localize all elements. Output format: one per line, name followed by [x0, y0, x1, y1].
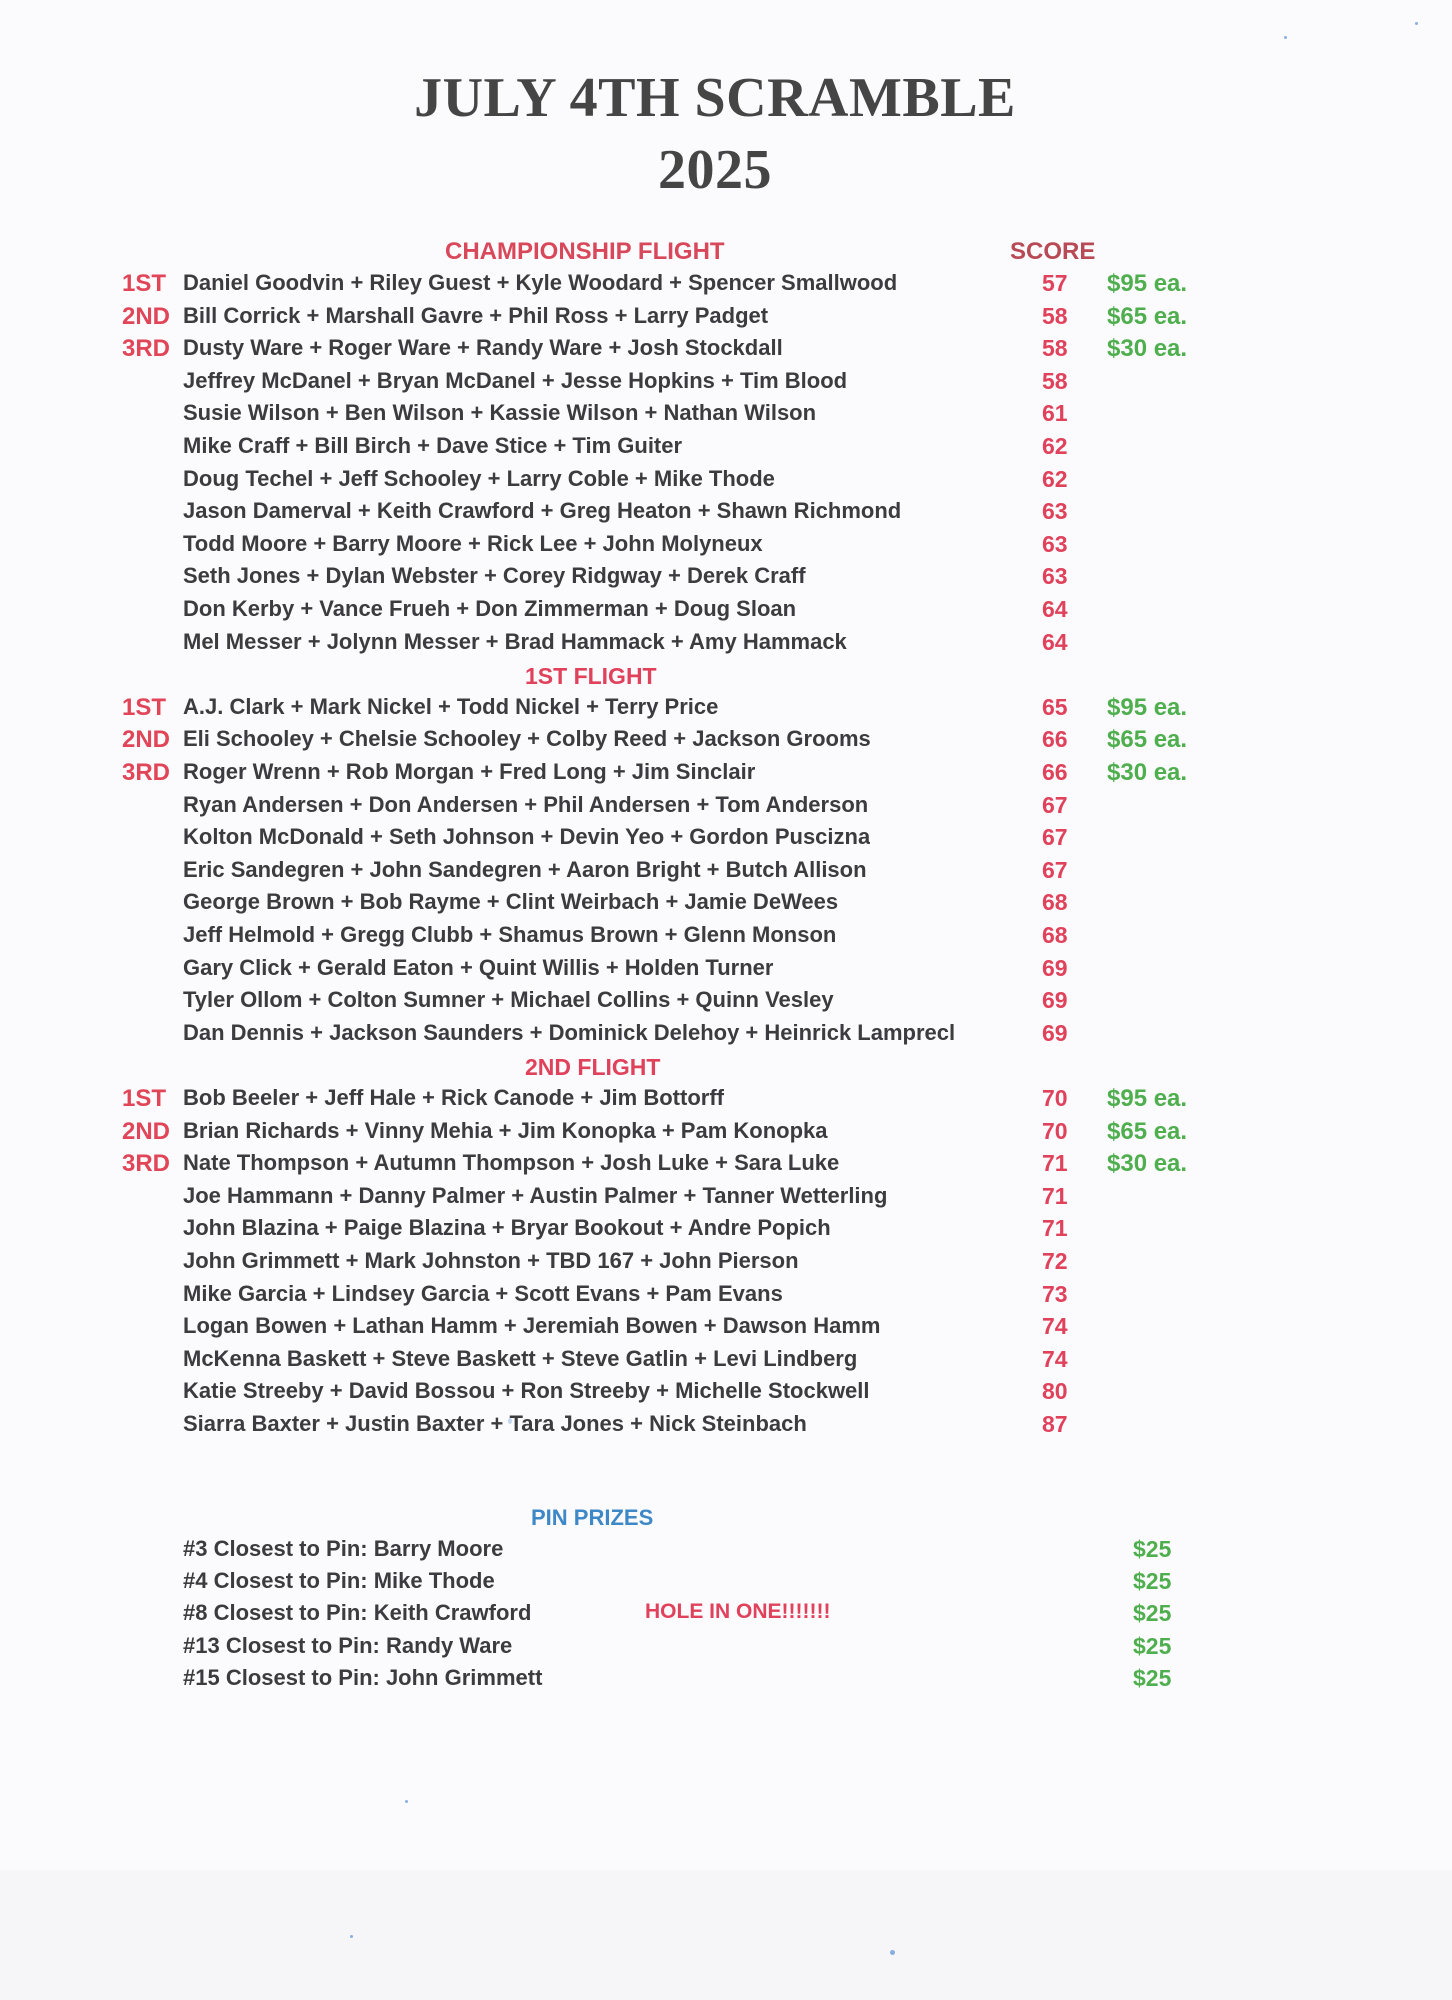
result-row — [0, 1085, 1452, 1117]
team-score: 73 — [1042, 1280, 1068, 1307]
pin-prize-amount: $25 — [1133, 1600, 1172, 1627]
result-row — [0, 466, 1452, 498]
result-row — [0, 1183, 1452, 1215]
pin-prize-label: #3 Closest to Pin: Barry Moore — [183, 1536, 504, 1561]
team-score: 67 — [1042, 824, 1068, 851]
team-names: Mike Craff + Bill Birch + Dave Stice + Tim Guiter — [183, 433, 683, 458]
team-score: 74 — [1042, 1313, 1068, 1340]
result-row — [0, 1281, 1452, 1313]
team-score: 63 — [1042, 530, 1068, 557]
team-names: Jeff Helmold + Gregg Clubb + Shamus Brown + Glenn Monson — [183, 922, 837, 947]
team-score: 63 — [1042, 563, 1068, 590]
team-score: 65 — [1042, 693, 1068, 720]
team-score: 58 — [1042, 367, 1068, 394]
result-row — [0, 531, 1452, 563]
prize-amount: $95 ea. — [1107, 270, 1188, 297]
result-row — [0, 498, 1452, 530]
pin-prize-label: #4 Closest to Pin: Mike Thode — [183, 1568, 495, 1594]
result-row — [0, 824, 1452, 856]
result-row — [0, 1150, 1452, 1182]
scan-speck — [350, 1935, 353, 1938]
result-row — [0, 433, 1452, 465]
team-names: Bob Beeler + Jeff Hale + Rick Canode + Jim Bottorff — [183, 1085, 724, 1110]
team-score: 87 — [1042, 1411, 1068, 1437]
team-names: George Brown + Bob Rayme + Clint Weirbach + Jamie DeWees — [183, 889, 839, 915]
team-score: 71 — [1042, 1215, 1068, 1242]
result-row — [0, 955, 1452, 987]
place-label: 3RD — [122, 335, 171, 363]
pin-prize-label: #15 Closest to Pin: John Grimmett — [183, 1664, 543, 1690]
result-row — [0, 303, 1452, 335]
championship-flight-header: CHAMPIONSHIP FLIGHT — [445, 238, 725, 265]
scan-speck — [1415, 22, 1418, 25]
result-row — [0, 596, 1452, 628]
team-names: Bill Corrick + Marshall Gavre + Phil Ross + Larry Padget — [183, 302, 769, 328]
result-row — [0, 759, 1452, 791]
result-row — [0, 368, 1452, 400]
place-label: 2ND — [122, 302, 171, 330]
place-label: 3RD — [122, 759, 171, 786]
result-row — [0, 1118, 1452, 1150]
team-names: Mike Garcia + Lindsey Garcia + Scott Evans + Pam Evans — [183, 1280, 783, 1306]
team-score: 71 — [1042, 1150, 1068, 1177]
team-score: 74 — [1042, 1345, 1068, 1372]
team-names: Susie Wilson + Ben Wilson + Kassie Wilson + Nathan Wilson — [183, 400, 817, 426]
team-names: Daniel Goodvin + Riley Guest + Kyle Woodard + Spencer Smallwood — [183, 270, 898, 295]
team-score: 66 — [1042, 759, 1068, 785]
team-names: Brian Richards + Vinny Mehia + Jim Konopka + Pam Konopka — [183, 1117, 828, 1143]
pin-prize-note: HOLE IN ONE!!!!!!! — [645, 1600, 831, 1624]
scan-speck — [1284, 36, 1287, 39]
team-names: Nate Thompson + Autumn Thompson + Josh Luke + Sara Luke — [183, 1150, 840, 1176]
pin-prize-amount: $25 — [1133, 1536, 1172, 1562]
place-label: 3RD — [122, 1150, 171, 1178]
result-row — [0, 629, 1452, 661]
team-names: Mel Messer + Jolynn Messer + Brad Hammack + Amy Hammack — [183, 628, 847, 654]
result-row — [0, 400, 1452, 432]
team-names: Eric Sandegren + John Sandegren + Aaron Bright + Butch Allison — [183, 856, 867, 882]
team-score: 67 — [1042, 856, 1068, 883]
team-names: Katie Streeby + David Bossou + Ron Streeby + Michelle Stockwell — [183, 1378, 870, 1404]
team-names: McKenna Baskett + Steve Baskett + Steve Gatlin + Levi Lindberg — [183, 1345, 858, 1371]
team-score: 71 — [1042, 1182, 1068, 1209]
team-names: John Grimmett + Mark Johnston + TBD 167 + John Pierson — [183, 1248, 799, 1273]
prize-amount: $95 ea. — [1107, 1085, 1188, 1112]
result-row — [0, 1313, 1452, 1345]
pin-prize-label: #8 Closest to Pin: Keith Crawford — [183, 1600, 532, 1626]
team-score: 80 — [1042, 1378, 1068, 1405]
team-names: Jeffrey McDanel + Bryan McDanel + Jesse Hopkins + Tim Blood — [183, 367, 848, 393]
team-names: Ryan Andersen + Don Andersen + Phil Andersen + Tom Anderson — [183, 791, 869, 817]
prize-amount: $65 ea. — [1107, 302, 1188, 330]
place-label: 1ST — [122, 693, 167, 721]
result-row — [0, 335, 1452, 367]
flight-header: 1ST FLIGHT — [525, 663, 657, 690]
pin-prizes-header: PIN PRIZES — [531, 1505, 654, 1530]
prize-amount: $95 ea. — [1107, 693, 1188, 721]
place-label: 2ND — [122, 1117, 171, 1145]
team-score: 69 — [1042, 987, 1068, 1014]
team-names: Gary Click + Gerald Eaton + Quint Willis + Holden Turner — [183, 954, 774, 980]
result-row — [0, 987, 1452, 1019]
result-row — [0, 857, 1452, 889]
pin-prize-amount: $25 — [1133, 1568, 1172, 1595]
team-score: 64 — [1042, 628, 1068, 655]
pin-prize-amount: $25 — [1133, 1632, 1172, 1659]
team-names: Siarra Baxter + Justin Baxter + Tara Jones + Nick Steinbach — [183, 1411, 807, 1436]
result-row — [0, 1215, 1452, 1247]
result-row — [0, 1020, 1452, 1052]
flight-header: 2ND FLIGHT — [525, 1054, 661, 1081]
team-score: 64 — [1042, 596, 1068, 622]
pin-prize-row — [0, 1665, 1452, 1695]
team-score: 63 — [1042, 498, 1068, 525]
result-row — [0, 1378, 1452, 1410]
team-names: Doug Techel + Jeff Schooley + Larry Coble + Mike Thode — [183, 465, 775, 491]
result-row — [0, 922, 1452, 954]
team-score: 62 — [1042, 433, 1068, 459]
team-names: Dan Dennis + Jackson Saunders + Dominick Delehoy + Heinrick Lamprecl — [183, 1019, 956, 1045]
scan-speck — [890, 1950, 895, 1955]
result-row — [0, 726, 1452, 758]
team-names: Joe Hammann + Danny Palmer + Austin Palmer + Tanner Wetterling — [183, 1182, 888, 1208]
page-title: JULY 4TH SCRAMBLE — [414, 67, 1016, 129]
place-label: 1ST — [122, 270, 167, 297]
team-names: Logan Bowen + Lathan Hamm + Jeremiah Bowen + Dawson Hamm — [183, 1313, 881, 1339]
result-row — [0, 1248, 1452, 1280]
result-row — [0, 270, 1452, 302]
team-score: 58 — [1042, 335, 1068, 362]
result-row — [0, 563, 1452, 595]
team-score: 70 — [1042, 1117, 1068, 1144]
team-score: 62 — [1042, 465, 1068, 492]
prize-amount: $30 ea. — [1107, 1150, 1188, 1178]
team-names: Todd Moore + Barry Moore + Rick Lee + John Molyneux — [183, 530, 763, 556]
team-names: Roger Wrenn + Rob Morgan + Fred Long + Jim Sinclair — [183, 759, 756, 784]
team-names: Seth Jones + Dylan Webster + Corey Ridgway + Derek Craff — [183, 563, 806, 589]
result-row — [0, 1411, 1452, 1443]
team-names: Tyler Ollom + Colton Sumner + Michael Collins + Quinn Vesley — [183, 987, 834, 1013]
team-names: Dusty Ware + Roger Ware + Randy Ware + Josh Stockdall — [183, 335, 783, 361]
team-score: 58 — [1042, 302, 1068, 329]
team-names: Kolton McDonald + Seth Johnson + Devin Yeo + Gordon Puscizna — [183, 824, 871, 850]
team-score: 67 — [1042, 791, 1068, 818]
team-names: Eli Schooley + Chelsie Schooley + Colby Reed + Jackson Grooms — [183, 726, 871, 752]
team-score: 66 — [1042, 726, 1068, 753]
prize-amount: $30 ea. — [1107, 335, 1188, 363]
team-score: 57 — [1042, 270, 1068, 296]
team-score: 69 — [1042, 1019, 1068, 1046]
prize-amount: $30 ea. — [1107, 759, 1188, 786]
team-score: 70 — [1042, 1085, 1068, 1111]
pin-prize-row — [0, 1536, 1452, 1566]
score-column-header: SCORE — [1010, 238, 1096, 265]
team-score: 61 — [1042, 400, 1068, 427]
pin-prize-row — [0, 1600, 1452, 1630]
pin-prize-row — [0, 1568, 1452, 1598]
team-score: 72 — [1042, 1248, 1068, 1274]
prize-amount: $65 ea. — [1107, 1117, 1188, 1145]
team-score: 69 — [1042, 954, 1068, 981]
pin-prize-amount: $25 — [1133, 1664, 1172, 1691]
prize-amount: $65 ea. — [1107, 726, 1188, 754]
team-names: John Blazina + Paige Blazina + Bryar Bookout + Andre Popich — [183, 1215, 831, 1241]
team-names: Jason Damerval + Keith Crawford + Greg Heaton + Shawn Richmond — [183, 498, 902, 524]
result-row — [0, 1346, 1452, 1378]
pin-prize-row — [0, 1633, 1452, 1663]
place-label: 1ST — [122, 1085, 167, 1112]
team-score: 68 — [1042, 889, 1068, 916]
result-row — [0, 792, 1452, 824]
team-names: A.J. Clark + Mark Nickel + Todd Nickel + Terry Price — [183, 693, 719, 719]
team-score: 68 — [1042, 922, 1068, 948]
pin-prize-label: #13 Closest to Pin: Randy Ware — [183, 1632, 513, 1658]
place-label: 2ND — [122, 726, 171, 754]
result-row — [0, 694, 1452, 726]
result-row — [0, 889, 1452, 921]
team-names: Don Kerby + Vance Frueh + Don Zimmerman + Doug Sloan — [183, 596, 797, 621]
scan-speck — [405, 1800, 408, 1803]
page-year: 2025 — [658, 139, 772, 201]
scan-speck — [508, 1418, 512, 1424]
